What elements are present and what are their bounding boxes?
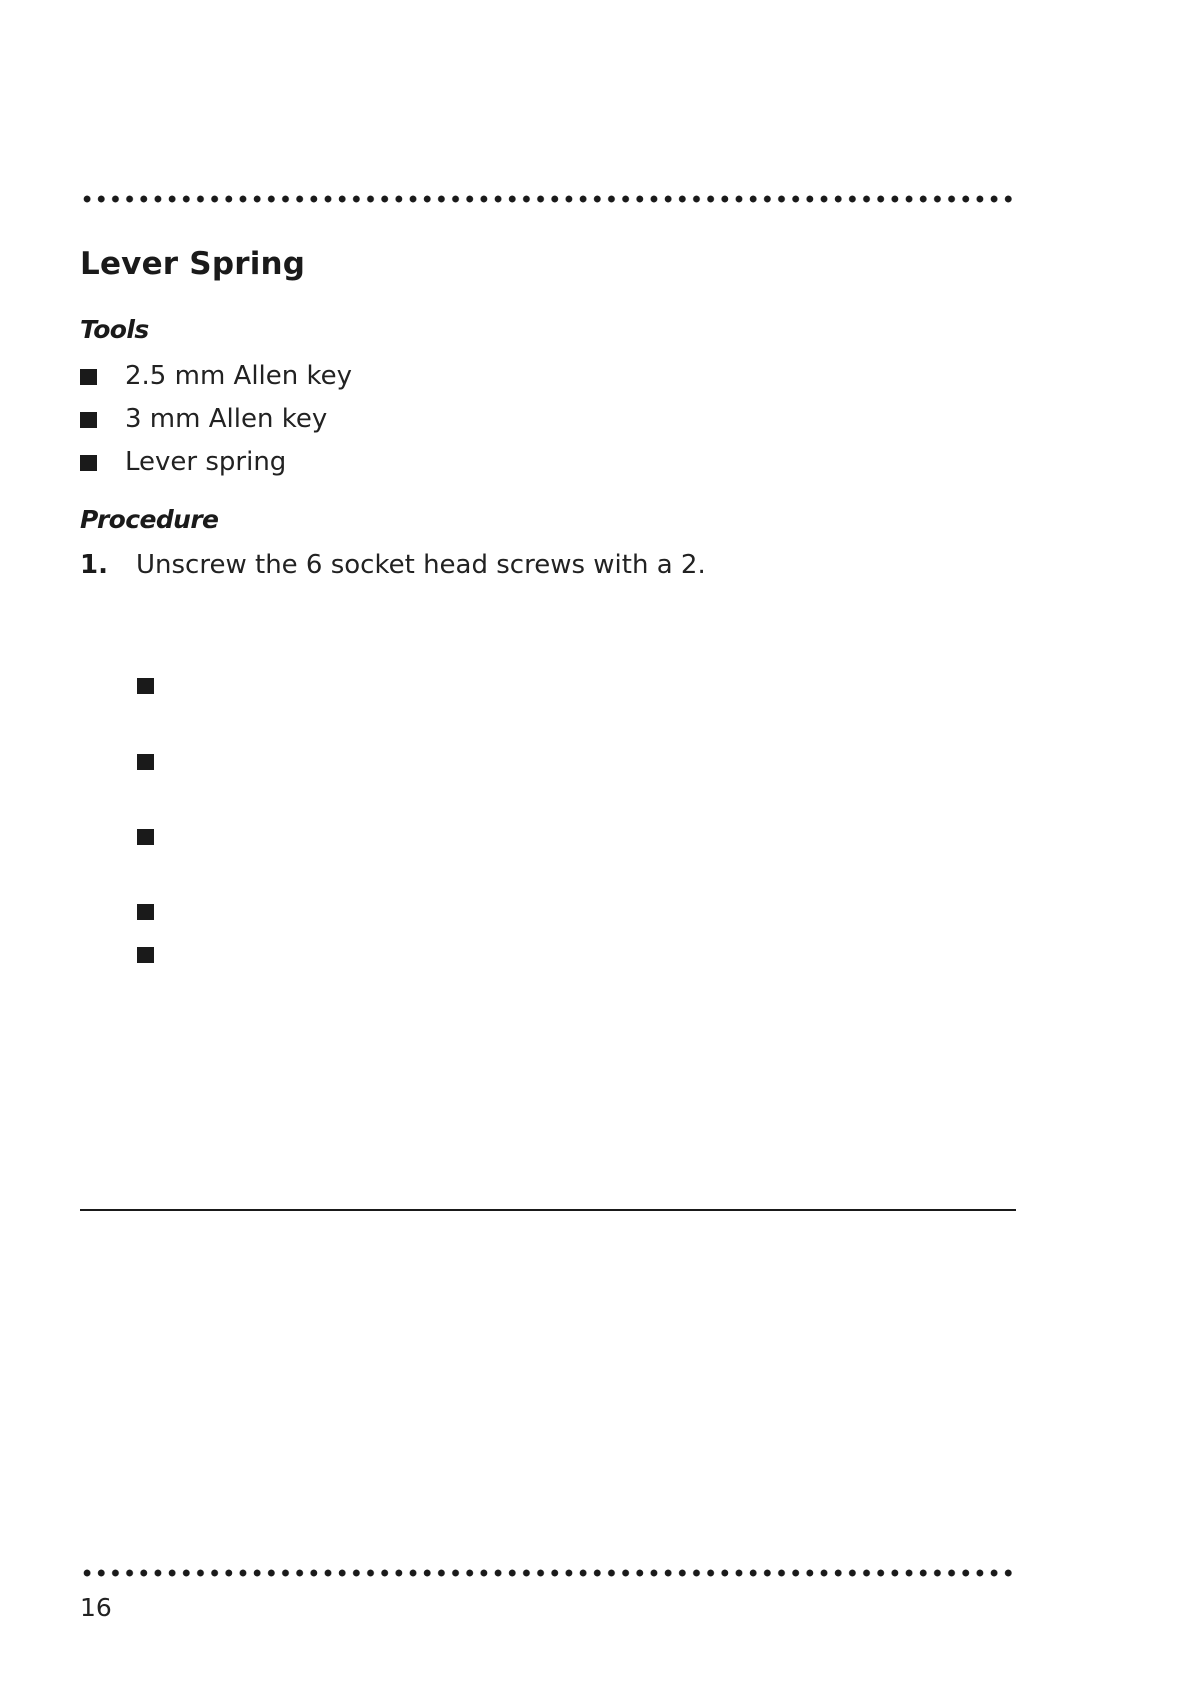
tool-label: Lever spring [125, 447, 287, 477]
square-bullet-icon [80, 369, 97, 385]
top-dotted-divider [80, 195, 1016, 203]
square-bullet-icon [137, 678, 154, 694]
square-bullet-icon [137, 754, 154, 770]
tools-list [80, 357, 352, 486]
tool-label: 3 mm Allen key [125, 404, 328, 434]
procedure-step [80, 547, 706, 583]
page-number: 16 [80, 1593, 112, 1622]
step-number: 1. [80, 550, 108, 580]
square-bullet-icon [137, 947, 154, 963]
square-bullet-icon [137, 829, 154, 845]
tools-list-item [80, 357, 352, 400]
tool-label: 2.5 mm Allen key [125, 361, 353, 391]
section-title: Lever Spring [80, 246, 306, 282]
square-bullet-icon [80, 412, 97, 428]
square-bullet-icon [137, 904, 154, 920]
square-bullet-icon [80, 455, 97, 471]
step-text: Unscrew the 6 socket head screws with a 2. [136, 550, 706, 580]
tools-list-item [80, 400, 352, 443]
procedure-heading: Procedure [80, 505, 219, 534]
horizontal-rule [80, 1209, 1016, 1211]
bottom-dotted-divider [80, 1569, 1016, 1577]
tools-list-item [80, 443, 352, 486]
tools-heading: Tools [80, 315, 149, 344]
